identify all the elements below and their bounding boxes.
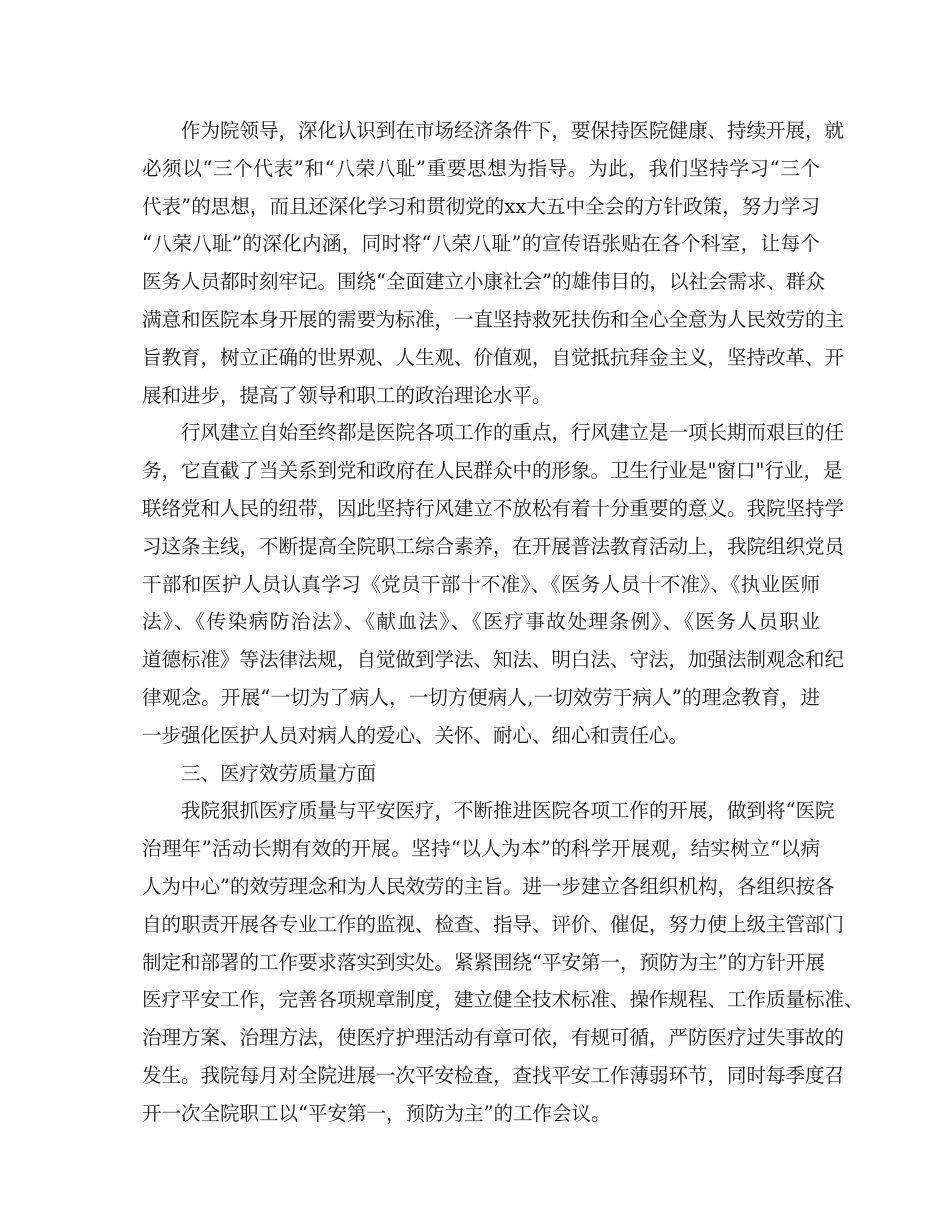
text-line-17: 一步强化医护人员对病人的爱心、关怀、耐心、细心和责任心。 bbox=[142, 723, 689, 747]
text-line-21: 人为中心”的效劳理念和为人民效劳的主旨。进一步建立各组织机构，各组织按各 bbox=[142, 874, 835, 898]
text-line-20: 治理年”活动长期有效的开展。坚持“以人为本”的科学开展观，结实树立“以病 bbox=[142, 837, 820, 861]
document-body bbox=[142, 112, 864, 1133]
text-line-26: 发生。我院每月对全院进展一次平安检查，查找平安工作薄弱环节，同时每季度召 bbox=[142, 1063, 845, 1087]
section-heading: 三、医疗效劳质量方面 bbox=[181, 761, 377, 785]
text-line-12: 习这条主线，不断提高全院职工综合素养，在开展普法教育活动上，我院组织党员 bbox=[142, 534, 845, 558]
text-line-9: 行风建立自始至终都是医院各项工作的重点，行风建立是一项长期而艰巨的任 bbox=[181, 421, 845, 445]
text-line-14: 法》、《传染病防治法》、《献血法》、《医疗事故处理条例》、《医务人员职业 bbox=[142, 610, 820, 634]
text-line-27: 开一次全院职工以“平安第一，预防为主”的工作会议。 bbox=[142, 1101, 611, 1125]
text-line-11: 联络党和人民的纽带，因此坚持行风建立不放松有着十分重要的意义。我院坚持学 bbox=[142, 496, 845, 520]
text-line-25: 治理方案、治理方法，使医疗护理活动有章可依，有规可循，严防医疗过失事故的 bbox=[142, 1026, 845, 1050]
text-line-3: 代表”的思想，而且还深化学习和贯彻党的xx大五中全会的方针政策，努力学习 bbox=[142, 194, 820, 218]
text-line-1: 作为院领导，深化认识到在市场经济条件下，要保持医院健康、持续开展，就 bbox=[181, 119, 845, 142]
text-line-4: “八荣八耻”的深化内涵，同时将“八荣八耻”的宣传语张贴在各个科室，让每个 bbox=[142, 232, 820, 256]
text-line-24: 医疗平安工作，完善各项规章制度，建立健全技术标准、操作规程、工作质量标准、 bbox=[142, 988, 864, 1012]
text-line-7: 旨教育，树立正确的世界观、人生观、价值观，自觉抵抗拜金主义，坚持改革、开 bbox=[142, 345, 845, 369]
text-line-23: 制定和部署的工作要求落实到实处。紧紧围绕“平安第一，预防为主”的方针开展 bbox=[142, 950, 825, 974]
text-line-19: 我院狠抓医疗质量与平安医疗，不断推进医院各项工作的开展，做到将“医院 bbox=[181, 799, 835, 823]
text-line-10: 务，它直截了当关系到党和政府在人民群众中的形象。卫生行业是"窗口"行业，是 bbox=[142, 459, 843, 483]
text-line-8: 展和进步，提高了领导和职工的政治理论水平。 bbox=[142, 383, 552, 407]
text-line-16: 律观念。开展“一切为了病人，一切方便病人,一切效劳于病人”的理念教育，进 bbox=[142, 685, 820, 709]
text-line-15: 道德标准》等法律法规，自觉做到学法、知法、明白法、守法，加强法制观念和纪 bbox=[142, 648, 845, 672]
text-line-22: 自的职责开展各专业工作的监视、检查、指导、评价、催促，努力使上级主管部门 bbox=[142, 912, 845, 936]
text-line-13: 干部和医护人员认真学习《党员干部十不准》、《医务人员十不准》、《执业医师 bbox=[142, 572, 820, 596]
text-line-5: 医务人员都时刻牢记。围绕“全面建立小康社会”的雄伟目的，以社会需求、群众 bbox=[142, 270, 825, 294]
text-line-6: 满意和医院本身开展的需要为标准，一直坚持救死扶伤和全心全意为人民效劳的主 bbox=[142, 307, 845, 331]
text-line-2: 必须以“三个代表”和“八荣八耻”重要思想为指导。为此，我们坚持学习“三个 bbox=[142, 156, 820, 180]
